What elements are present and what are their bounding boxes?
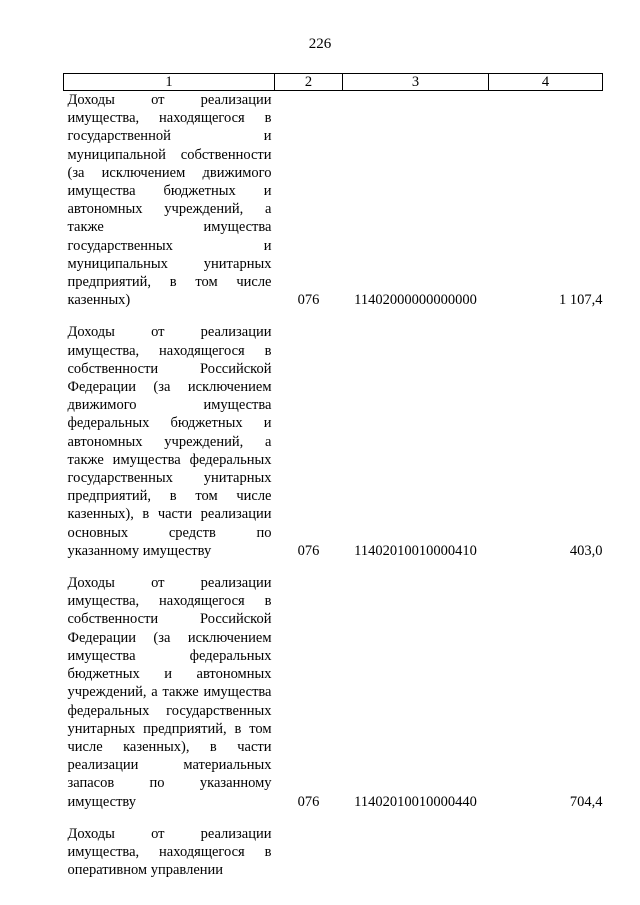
row-classification-code: 11402010010000440 [354,793,477,810]
row-classification-code: 11402000000000000 [354,292,477,309]
row-spacer [64,560,603,574]
row-amount: 704,4 [569,793,603,810]
revenue-table [63,73,603,879]
row-amount [489,825,603,880]
row-description: Доходы от реализации имущества, находящегося в собственности Российской Федерации (за исключением имущества федеральных бюджетных и автономных учреждений, а также имущества федеральных государственных унитарных предприятий, в том числе казенных), в части реализации материальных запасов по указанному имуществу [67,575,272,810]
row-classification-code: 11402010010000410 [354,542,477,559]
row-spacer [64,811,603,825]
header-col-3: 3 [343,74,489,91]
row-classification-code [343,825,489,880]
header-col-4: 4 [489,74,603,91]
row-amount: 403,0 [569,542,603,559]
table-row [64,91,603,310]
row-admin-code: 076 [297,542,320,559]
row-description: Доходы от реализации имущества, находящегося в государственной и муниципальной собственности (за исключением движимого имущества бюджетных и автономных учреждений, а также имущества государственных и муниципальных унитарных предприятий, в том числе казенных) [67,92,272,309]
table-row [64,323,603,560]
page-number: 226 [308,36,332,52]
row-admin-code: 076 [297,793,320,810]
row-description: Доходы от реализации имущества, находящегося в собственности Российской Федерации (за исключением движимого имущества федеральных бюджетных и автономных учреждений, а также имущества федеральных государственных унитарных предприятий, в том числе казенных), в части реализации основных средств по указанному имуществу [67,324,272,559]
table-header-row [64,74,603,91]
header-col-2: 2 [275,74,343,91]
row-admin-code [275,825,343,880]
row-amount: 1 107,4 [559,292,603,309]
row-description: Доходы от реализации имущества, находящегося в оперативном управлении [67,825,272,879]
table-row [64,574,603,811]
row-admin-code: 076 [297,292,320,309]
header-col-1: 1 [64,74,275,91]
table-row [64,825,603,880]
row-spacer [64,309,603,323]
